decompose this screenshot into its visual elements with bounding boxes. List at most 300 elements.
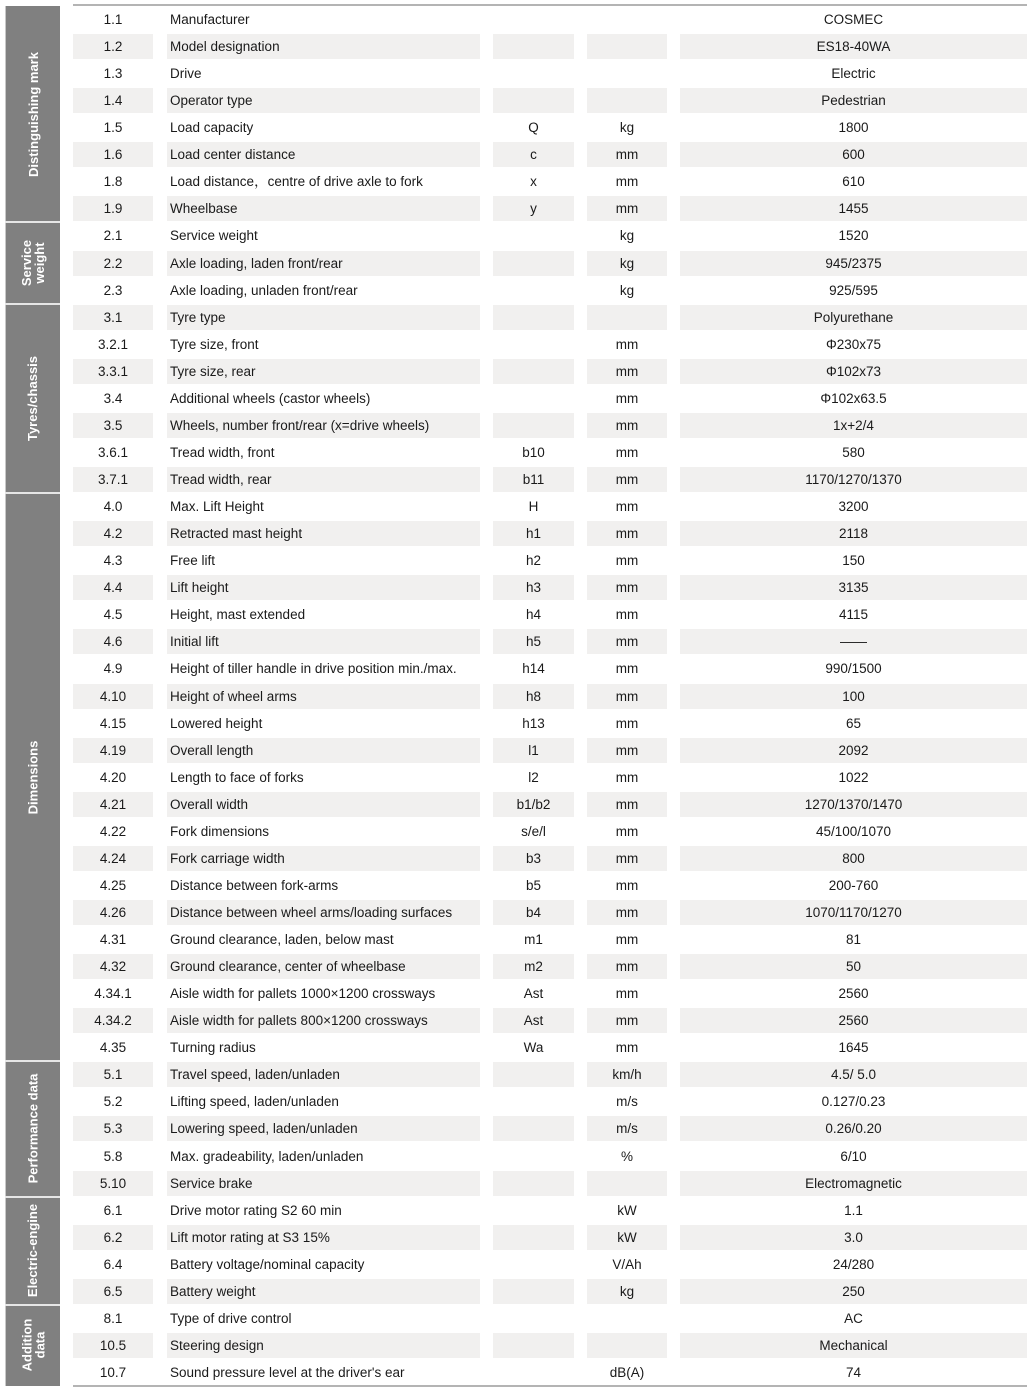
row-value: 81: [845, 932, 862, 948]
table-row: [73, 60, 1027, 87]
row-unit: mm: [587, 359, 667, 384]
row-unit: mm: [587, 413, 667, 438]
row-value: 3.0: [680, 1225, 1027, 1250]
row-parameter: Overall length: [167, 738, 480, 763]
row-number: 4.4: [73, 575, 153, 600]
table-row: [73, 818, 1027, 845]
row-number: 4.34.2: [73, 1008, 153, 1033]
row-unit: mm: [587, 467, 667, 492]
row-parameter: Sound pressure level at the driver's ear: [170, 1365, 405, 1380]
row-number: 4.3: [103, 553, 123, 569]
row-number: 2.2: [73, 251, 153, 276]
table-row: [73, 899, 1027, 926]
row-symbol: [493, 413, 574, 438]
row-parameter: Tyre size, rear: [167, 359, 480, 384]
row-symbol: [493, 305, 574, 330]
row-value: 1x+2/4: [680, 413, 1027, 438]
table-row: [73, 87, 1027, 114]
row-parameter: Height, mast extended: [170, 607, 306, 623]
row-symbol: [493, 1252, 574, 1277]
table-row: [73, 1197, 1027, 1224]
row-value: 945/2375: [680, 251, 1027, 276]
row-parameter: Load capacity: [170, 120, 254, 136]
row-parameter: Service brake: [167, 1171, 480, 1196]
row-number: 5.10: [73, 1171, 153, 1196]
row-value: 150: [842, 553, 865, 569]
row-number: 6.4: [103, 1256, 123, 1272]
row-symbol: [493, 1333, 574, 1358]
row-symbol: [493, 1306, 574, 1331]
row-symbol: h1: [493, 521, 574, 546]
table-row: [73, 6, 1027, 33]
row-parameter: Tread width, rear: [167, 467, 480, 492]
row-symbol: [493, 223, 574, 248]
row-parameter: Lowered height: [170, 715, 263, 731]
row-symbol: h3: [493, 575, 574, 600]
section-divider: [5, 303, 60, 305]
row-parameter: Model designation: [167, 34, 480, 59]
table-row: [73, 1332, 1027, 1359]
row-parameter: Steering design: [167, 1333, 480, 1358]
row-value: 600: [680, 142, 1027, 167]
table-row: [73, 1007, 1027, 1034]
row-parameter: Tyre size, front: [170, 336, 259, 352]
row-value: 1520: [838, 228, 869, 244]
row-value: 1170/1270/1370: [680, 467, 1027, 492]
row-unit: mm: [615, 174, 639, 190]
row-number: 4.15: [99, 715, 127, 731]
row-parameter: Height of wheel arms: [167, 684, 480, 709]
row-unit: km/h: [587, 1062, 667, 1087]
row-parameter: Distance between fork-arms: [170, 877, 339, 893]
row-number: 5.2: [103, 1094, 123, 1110]
table-row: [73, 277, 1027, 304]
section-label-line: weight: [31, 242, 47, 284]
row-number: 5.3: [73, 1116, 153, 1141]
table-row: [73, 1034, 1027, 1061]
table-row: [73, 439, 1027, 466]
table-row: [73, 737, 1027, 764]
row-parameter: Manufacturer: [170, 12, 250, 27]
section-tyres-chassis: [5, 304, 60, 493]
row-symbol: [493, 1360, 574, 1385]
row-unit: mm: [615, 444, 639, 460]
row-number: 4.32: [73, 954, 153, 979]
row-parameter: Drive motor rating S2 60 min: [170, 1202, 342, 1218]
section-label: [27, 740, 40, 814]
row-number: 4.22: [99, 823, 127, 839]
table-row: [73, 1224, 1027, 1251]
row-symbol: m1: [524, 932, 543, 948]
row-value: Pedestrian: [680, 88, 1027, 113]
row-parameter: Retracted mast height: [167, 521, 480, 546]
table-row: [73, 845, 1027, 872]
table-row: [73, 547, 1027, 574]
row-value: 1270/1370/1470: [680, 792, 1027, 817]
row-unit: %: [620, 1148, 633, 1164]
row-number: 6.5: [73, 1279, 153, 1304]
row-symbol: [493, 7, 574, 32]
section-addition-data: [5, 1305, 60, 1386]
row-value: Electric: [831, 66, 876, 82]
table-row: [73, 1305, 1027, 1332]
row-value: 6/10: [840, 1148, 867, 1164]
row-parameter: Ground clearance, laden, below mast: [170, 932, 394, 948]
row-unit: kW: [587, 1225, 667, 1250]
row-number: 1.1: [103, 12, 123, 27]
row-symbol: y: [493, 196, 574, 221]
section-label: [27, 1074, 40, 1184]
table-row: [73, 710, 1027, 737]
section-distinguishing-mark: [5, 6, 60, 222]
row-symbol: b4: [493, 900, 574, 925]
row-parameter: Aisle width for pallets 1000×1200 crossways: [170, 986, 436, 1002]
row-parameter: Operator type: [167, 88, 480, 113]
table-row: [73, 222, 1027, 249]
row-parameter: Lowering speed, laden/unladen: [167, 1116, 480, 1141]
row-unit: mm: [615, 336, 639, 352]
section-divider: [5, 1196, 60, 1198]
row-parameter: Ground clearance, center of wheelbase: [167, 954, 480, 979]
row-value: Electromagnetic: [680, 1171, 1027, 1196]
row-number: 5.1: [73, 1062, 153, 1087]
row-number: 3.1: [73, 305, 153, 330]
row-parameter: Type of drive control: [170, 1310, 292, 1326]
row-unit: mm: [587, 738, 667, 763]
row-symbol: [493, 386, 574, 411]
table-row: [73, 412, 1027, 439]
row-symbol: [493, 1089, 574, 1114]
section-label: [27, 356, 40, 441]
section-label-line: Electric-engine: [25, 1204, 41, 1298]
row-value: 610: [842, 174, 865, 190]
table-row: [73, 1359, 1027, 1386]
row-value: Φ102x73: [680, 359, 1027, 384]
section-label-line: Service: [18, 239, 34, 287]
row-unit: mm: [615, 661, 639, 677]
row-unit: kg: [587, 1279, 667, 1304]
row-number: 4.34.1: [94, 986, 132, 1002]
row-unit: mm: [615, 1040, 639, 1056]
row-parameter: Load center distance: [167, 142, 480, 167]
row-symbol: h2: [525, 553, 542, 569]
row-unit: mm: [615, 390, 639, 406]
row-symbol: b11: [493, 467, 574, 492]
row-symbol: [493, 1171, 574, 1196]
table-row: [73, 385, 1027, 412]
row-symbol: s/e/l: [521, 823, 546, 839]
row-number: 4.10: [73, 684, 153, 709]
row-symbol: Ast: [523, 986, 544, 1002]
row-unit: mm: [587, 900, 667, 925]
row-value: 65: [845, 715, 862, 731]
row-parameter: Wheelbase: [167, 196, 480, 221]
row-parameter: Axle loading, unladen front/rear: [170, 282, 358, 298]
row-parameter: Battery weight: [167, 1279, 480, 1304]
row-symbol: b5: [525, 877, 542, 893]
row-value: 0.26/0.20: [680, 1116, 1027, 1141]
table-row: [73, 683, 1027, 710]
row-value: Polyurethane: [680, 305, 1027, 330]
row-parameter: Lift height: [167, 575, 480, 600]
section-label: [27, 1204, 40, 1297]
row-number: 6.1: [103, 1202, 123, 1218]
section-label-line: Dimensions: [25, 740, 41, 815]
table-row: [73, 980, 1027, 1007]
row-symbol: b10: [522, 444, 545, 460]
row-value: 50: [680, 954, 1027, 979]
table-row: [73, 655, 1027, 682]
section-divider: [5, 1304, 60, 1306]
row-parameter: Axle loading, laden front/rear: [167, 251, 480, 276]
row-unit: mm: [615, 715, 639, 731]
row-symbol: Wa: [523, 1040, 544, 1056]
row-value: 1022: [838, 769, 869, 785]
row-symbol: Ast: [493, 1008, 574, 1033]
table-row: [73, 466, 1027, 493]
row-parameter: Aisle width for pallets 800×1200 crossways: [167, 1008, 480, 1033]
row-parameter: Fork carriage width: [167, 846, 480, 871]
row-symbol: [493, 1225, 574, 1250]
row-unit: m/s: [616, 1094, 638, 1110]
row-symbol: h4: [525, 607, 542, 623]
table-row: [73, 520, 1027, 547]
row-symbol: c: [493, 142, 574, 167]
row-unit: mm: [615, 986, 639, 1002]
row-number: 8.1: [103, 1310, 123, 1326]
row-parameter: Tyre type: [167, 305, 480, 330]
row-symbol: [493, 332, 574, 357]
row-symbol: l2: [528, 769, 539, 785]
section-electric-engine: [5, 1197, 60, 1305]
row-unit: m/s: [587, 1116, 667, 1141]
section-label: [20, 1319, 46, 1372]
row-unit: [587, 34, 667, 59]
row-value: Mechanical: [680, 1333, 1027, 1358]
row-value: 200-760: [828, 877, 879, 893]
row-symbol: b3: [493, 846, 574, 871]
row-value: 1070/1170/1270: [680, 900, 1027, 925]
row-parameter: Travel speed, laden/unladen: [167, 1062, 480, 1087]
row-number: 3.7.1: [73, 467, 153, 492]
row-number: 1.6: [73, 142, 153, 167]
row-value: 3135: [680, 575, 1027, 600]
row-unit: mm: [587, 575, 667, 600]
table-row: [73, 1061, 1027, 1088]
table-row: [73, 331, 1027, 358]
row-parameter: Tread width, front: [170, 444, 275, 460]
row-value: 24/280: [832, 1256, 875, 1272]
table-row: [73, 1115, 1027, 1142]
table-row: [73, 141, 1027, 168]
row-number: 4.24: [73, 846, 153, 871]
table-row: [73, 114, 1027, 141]
row-parameter: Max. gradeability, laden/unladen: [170, 1148, 364, 1164]
row-parameter: Fork dimensions: [170, 823, 270, 839]
section-label: [20, 240, 46, 286]
row-number: 3.4: [103, 390, 123, 406]
row-parameter: Additional wheels (castor wheels): [170, 390, 371, 406]
row-unit: [587, 1171, 667, 1196]
row-number: 4.2: [73, 521, 153, 546]
table-row: [73, 1088, 1027, 1115]
row-unit: mm: [615, 877, 639, 893]
section-label-line: Distinguishing mark: [25, 51, 41, 177]
row-symbol: [493, 34, 574, 59]
row-unit: [587, 305, 667, 330]
row-value: 990/1500: [825, 661, 882, 677]
row-unit: mm: [587, 954, 667, 979]
row-number: 4.21: [73, 792, 153, 817]
row-number: 3.6.1: [97, 444, 129, 460]
table-row: [73, 628, 1027, 655]
row-symbol: h8: [493, 684, 574, 709]
row-number: 2.1: [103, 228, 123, 244]
row-unit: mm: [615, 499, 639, 515]
row-value: 580: [842, 444, 865, 460]
row-unit: mm: [615, 769, 639, 785]
table-row: [73, 953, 1027, 980]
row-value: 1455: [680, 196, 1027, 221]
row-number: 4.25: [99, 877, 127, 893]
row-value: 4.5/ 5.0: [680, 1062, 1027, 1087]
row-symbol: H: [528, 499, 539, 515]
row-symbol: b1/b2: [493, 792, 574, 817]
row-parameter: Initial lift: [167, 629, 480, 654]
row-unit: mm: [587, 1008, 667, 1033]
table-row: [73, 791, 1027, 818]
row-value: 2560: [680, 1008, 1027, 1033]
section-dimensions: [5, 493, 60, 1061]
row-value: 100: [680, 684, 1027, 709]
section-divider: [5, 1060, 60, 1062]
row-unit: V/Ah: [612, 1256, 642, 1272]
row-parameter: Distance between wheel arms/loading surfaces: [167, 900, 480, 925]
row-number: 4.9: [103, 661, 123, 677]
row-number: 1.4: [73, 88, 153, 113]
row-parameter: Load distance，centre of drive axle to fork: [170, 174, 423, 190]
row-number: 1.5: [103, 120, 123, 136]
row-symbol: h5: [493, 629, 574, 654]
row-parameter: Lift motor rating at S3 15%: [167, 1225, 480, 1250]
row-number: 4.5: [103, 607, 123, 623]
row-number: 4.31: [99, 932, 127, 948]
row-number: 10.5: [73, 1333, 153, 1358]
row-symbol: [493, 278, 574, 303]
row-symbol: [493, 1062, 574, 1087]
table-row: [73, 1143, 1027, 1170]
row-parameter: Overall width: [167, 792, 480, 817]
row-unit: mm: [615, 553, 639, 569]
row-value: 1.1: [844, 1202, 863, 1218]
row-unit: [587, 88, 667, 113]
row-parameter: Service weight: [170, 228, 258, 244]
row-value: 1645: [838, 1040, 869, 1056]
row-parameter: Wheels, number front/rear (x=drive wheels): [167, 413, 480, 438]
table-row: [73, 601, 1027, 628]
table-row: [73, 493, 1027, 520]
row-parameter: Battery voltage/nominal capacity: [170, 1256, 365, 1272]
table-row: [73, 250, 1027, 277]
row-parameter: Length to face of forks: [170, 769, 304, 785]
row-symbol: [493, 251, 574, 276]
row-value: 2118: [680, 521, 1027, 546]
row-number: 4.20: [99, 769, 127, 785]
row-number: 3.5: [73, 413, 153, 438]
table-row: [73, 574, 1027, 601]
section-label-line: data: [32, 1332, 47, 1359]
row-number: 1.3: [103, 66, 123, 82]
row-symbol: [493, 1116, 574, 1141]
row-value: 3200: [838, 499, 869, 515]
section-label: [27, 52, 40, 177]
row-value: Φ230x75: [825, 336, 882, 352]
table-row: [73, 872, 1027, 899]
row-symbol: [493, 359, 574, 384]
row-parameter: Max. Lift Height: [170, 499, 264, 515]
row-number: 4.0: [103, 499, 123, 515]
row-symbol: [493, 88, 574, 113]
row-symbol: [493, 1198, 574, 1223]
row-symbol: [493, 1279, 574, 1304]
table-row: [73, 304, 1027, 331]
row-symbol: Q: [528, 120, 539, 136]
row-value: 74: [845, 1365, 862, 1380]
row-unit: [587, 1333, 667, 1358]
row-value: 250: [680, 1279, 1027, 1304]
row-value: 2092: [680, 738, 1027, 763]
row-value: 0.127/0.23: [821, 1094, 886, 1110]
row-unit: kW: [617, 1202, 637, 1218]
row-unit: mm: [615, 607, 639, 623]
row-number: 5.8: [103, 1148, 123, 1164]
section-label-line: Addition: [19, 1319, 34, 1372]
row-parameter: Lifting speed, laden/unladen: [170, 1094, 339, 1110]
row-unit: [587, 61, 667, 86]
row-unit: mm: [587, 196, 667, 221]
row-symbol: [493, 1144, 574, 1169]
row-symbol: [493, 61, 574, 86]
row-symbol: m2: [493, 954, 574, 979]
row-unit: [587, 7, 667, 32]
row-unit: mm: [587, 846, 667, 871]
section-divider: [5, 492, 60, 494]
table-row: [73, 1251, 1027, 1278]
row-number: 4.6: [73, 629, 153, 654]
row-unit: kg: [619, 282, 635, 298]
row-unit: mm: [615, 932, 639, 948]
row-number: 4.35: [99, 1040, 127, 1056]
table-row: [73, 195, 1027, 222]
table-row: [73, 926, 1027, 953]
row-unit: mm: [587, 521, 667, 546]
table-row: [73, 764, 1027, 791]
row-symbol: h14: [522, 661, 545, 677]
row-number: 6.2: [73, 1225, 153, 1250]
row-unit: mm: [587, 684, 667, 709]
row-value: 1800: [838, 120, 869, 136]
row-unit: mm: [587, 142, 667, 167]
row-unit: kg: [587, 251, 667, 276]
row-unit: dB(A): [609, 1365, 645, 1380]
row-number: 2.3: [103, 282, 123, 298]
section-divider: [5, 221, 60, 223]
row-parameter: Free lift: [170, 553, 216, 569]
table-row: [73, 1170, 1027, 1197]
row-value: ES18-40WA: [680, 34, 1027, 59]
row-value: 925/595: [829, 282, 878, 298]
row-number: 3.2.1: [97, 336, 129, 352]
